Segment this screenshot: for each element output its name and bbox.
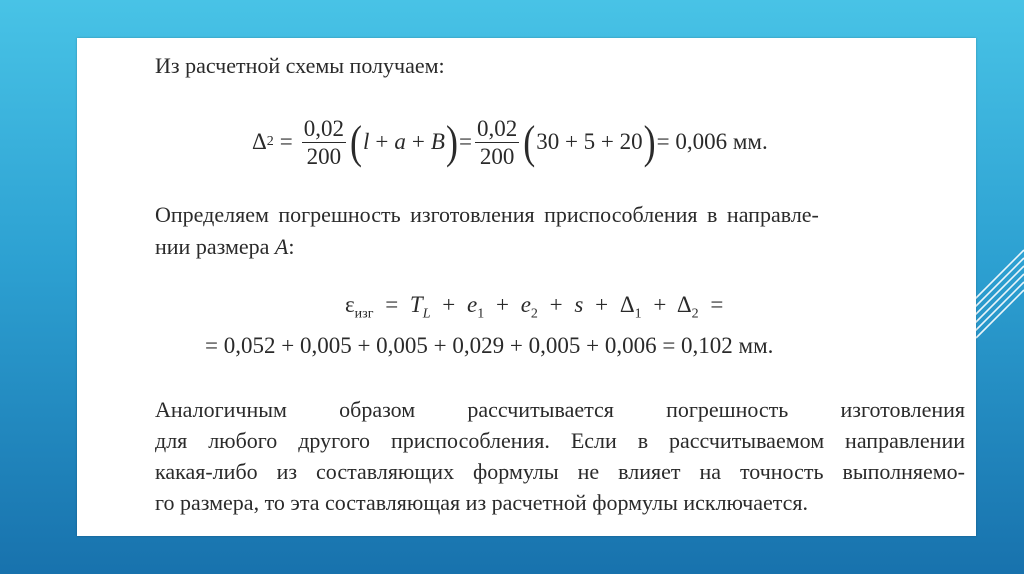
var-e1-subscript: 1 bbox=[477, 306, 485, 322]
var-e2-subscript: 2 bbox=[530, 306, 538, 322]
var-e1: e bbox=[467, 292, 478, 317]
paren-open: ( bbox=[523, 116, 536, 168]
var-A: A bbox=[274, 234, 289, 259]
plus-sign: + bbox=[595, 292, 609, 317]
paragraph-2-line-2 bbox=[155, 233, 295, 261]
colon: : bbox=[288, 234, 295, 259]
plus-sign: + bbox=[495, 292, 509, 317]
plus-sign: + bbox=[549, 292, 563, 317]
plus-sign: + bbox=[375, 129, 389, 154]
var-a: a bbox=[394, 129, 406, 154]
fraction-2-denominator: 200 bbox=[479, 143, 515, 169]
epsilon-subscript: изг bbox=[354, 306, 374, 322]
equation-delta2 bbox=[252, 107, 768, 177]
equals-sign: = bbox=[279, 129, 293, 154]
paren-close: ) bbox=[445, 116, 458, 168]
paragraph-2-line-1: Определяем погрешность изготовления приспособления в направле- bbox=[155, 202, 819, 227]
fraction-1-numerator: 0,02 bbox=[303, 115, 345, 141]
fraction-2 bbox=[475, 115, 519, 170]
equation-epsilon-line-2: = 0,052 + 0,005 + 0,005 + 0,029 + 0,005 + 0,006 = 0,102 мм. bbox=[205, 333, 774, 358]
fraction-2-numerator: 0,02 bbox=[476, 115, 518, 141]
paren-close: ) bbox=[643, 116, 656, 168]
paragraph-3-line: для любого другого приспособления. Если в рассчитываемом направлении bbox=[155, 428, 965, 453]
var-e2: e bbox=[520, 292, 531, 317]
paragraph-3-line: го размера, то эта составляющая из расчетной формулы исключается. bbox=[155, 490, 809, 515]
delta2-symbol: Δ bbox=[676, 292, 692, 317]
paragraph-3 bbox=[155, 394, 965, 518]
equals-sign: = bbox=[458, 129, 472, 154]
intro-text: Из расчетной схемы получаем: bbox=[155, 53, 445, 78]
sum-numbers: 30 + 5 + 20 bbox=[536, 129, 643, 154]
var-s: s bbox=[574, 292, 584, 317]
epsilon-symbol: ε bbox=[345, 292, 355, 317]
plus-sign: + bbox=[653, 292, 667, 317]
delta-symbol: Δ bbox=[252, 129, 267, 154]
delta1-symbol: Δ bbox=[619, 292, 635, 317]
var-T-subscript: L bbox=[422, 306, 431, 322]
paragraph-3-line: какая-либо из составляющих формулы не влияет на точность выполняемо- bbox=[155, 459, 965, 484]
paren-open: ( bbox=[350, 116, 363, 168]
fraction-1 bbox=[302, 115, 346, 170]
equals-sign: = bbox=[710, 292, 724, 317]
paragraph-2-text: нии размера bbox=[155, 234, 275, 259]
equation-epsilon-line-1 bbox=[345, 292, 723, 323]
var-B: B bbox=[430, 129, 445, 154]
document-page bbox=[77, 38, 976, 536]
delta1-subscript: 1 bbox=[634, 306, 642, 322]
delta2-subscript: 2 bbox=[691, 306, 699, 322]
delta-subscript: 2 bbox=[266, 134, 274, 149]
plus-sign: + bbox=[442, 292, 456, 317]
fraction-1-denominator: 200 bbox=[306, 143, 342, 169]
var-l: l bbox=[363, 129, 370, 154]
plus-sign: + bbox=[411, 129, 425, 154]
equation-result: = 0,006 мм. bbox=[656, 129, 768, 154]
var-T: T bbox=[409, 292, 423, 317]
paragraph-3-line: Аналогичным образом рассчитывается погрешность изготовления bbox=[155, 397, 965, 422]
equals-sign: = bbox=[385, 292, 399, 317]
